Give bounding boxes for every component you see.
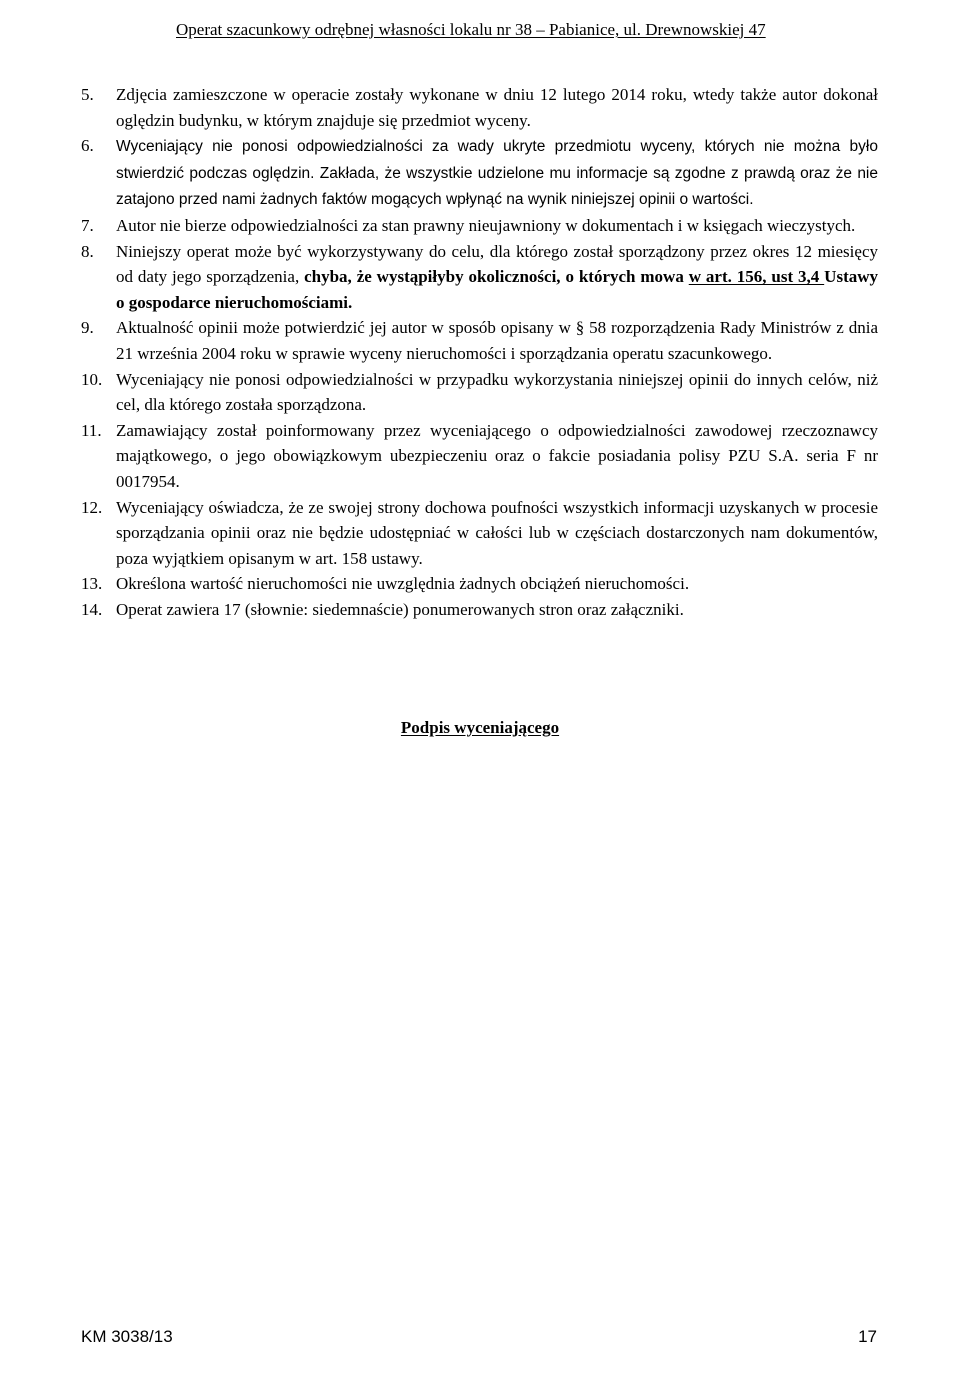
item-text-bold: chyba, że wystąpiłyby okoliczności, o których mowa: [304, 267, 689, 287]
list-item: [81, 495, 878, 572]
item-number: 7.: [81, 215, 94, 235]
item-text: Zdjęcia zamieszczone w operacie zostały wykonane w dniu 12 lutego 2014 roku, wtedy także autor dokonał oględzin budynku, w którym znajduje się przedmiot wyceny.: [116, 85, 878, 130]
list-item: [81, 597, 878, 623]
list-item: [81, 213, 878, 239]
item-number: 13.: [81, 574, 103, 594]
item-text: Zamawiający został poinformowany przez wyceniającego o odpowiedzialności zawodowej rzeczoznawcy majątkowego, o jego obowiązkowym ubezpieczeniu oraz o fakcie posiadania polisy PZU S.A. seria F nr 0017954.: [116, 420, 878, 491]
item-number: 14.: [81, 599, 103, 619]
list-item: [81, 82, 878, 133]
item-text: Wyceniający oświadcza, że ze swojej strony dochowa poufności wszystkich informacji uzyskanych w procesie sporządzania opinii oraz nie będzie udostępniać w całości lub w częściach dostarczonych nam dokumentów, poza wyjątkiem opisanym w art. 158 ustawy.: [116, 497, 878, 568]
item-text: Niniejszy operat może być wykorzystywany do celu, dla którego został sporządzony przez okres 12 miesięcy od daty jego sporządzenia,: [116, 241, 878, 287]
item-number: 5.: [81, 85, 94, 104]
list-item: [81, 367, 878, 418]
list-item: [81, 133, 878, 213]
running-header: Operat szacunkowy odrębnej własności lokalu nr 38 – Pabianice, ul. Drewnowskiej 47: [176, 20, 766, 39]
numbered-list: [81, 82, 878, 622]
item-number: 11.: [81, 420, 102, 440]
item-text: Wyceniający nie ponosi odpowiedzialności za wady ukryte przedmiotu wyceny, których nie można było stwierdzić podczas oględzin. Zakłada, że wszystkie udzielone mu informacje są zgodne z prawdą oraz że nie zatajono przed nami żadnych faktów mogących wpłynąć na wynik niniejszej opinii o wartości.: [116, 138, 878, 209]
list-item: [81, 239, 878, 316]
item-text-bold-underlined: w art. 156, ust 3,4: [688, 267, 825, 287]
item-number: 9.: [81, 318, 94, 338]
item-text: Wyceniający nie ponosi odpowiedzialności w przypadku wykorzystania niniejszej opinii do innych celów, niż cel, dla którego została sporządzona.: [116, 369, 878, 415]
list-item: [81, 315, 878, 366]
signature-label: Podpis wyceniającego: [400, 718, 560, 737]
item-number: 12.: [81, 497, 103, 517]
item-text: Określona wartość nieruchomości nie uwzględnia żadnych obciążeń nieruchomości.: [116, 574, 690, 594]
item-text: Aktualność opinii może potwierdzić jej autor w sposób opisany w § 58 rozporządzenia Rady Ministrów z dnia 21 września 2004 roku w sprawie wyceny nieruchomości i sporządzania operatu szacunkowego.: [116, 318, 878, 363]
list-item: [81, 418, 878, 495]
item-text: Autor nie bierze odpowiedzialności za stan prawny nieujawniony w dokumentach i w księgach wieczystych.: [116, 215, 856, 235]
list-item: [81, 571, 878, 597]
item-number: 10.: [81, 369, 103, 389]
footer-reference: KM 3038/13: [81, 1327, 173, 1346]
item-number: 6.: [81, 136, 94, 156]
footer-page-number: 17: [858, 1327, 877, 1346]
item-text-bold-end: Ustawy o gospodarce nieruchomościami.: [116, 267, 879, 312]
item-number: 8.: [81, 241, 94, 261]
item-text: Operat zawiera 17 (słownie: siedemnaście) ponumerowanych stron oraz załączniki.: [116, 599, 684, 619]
